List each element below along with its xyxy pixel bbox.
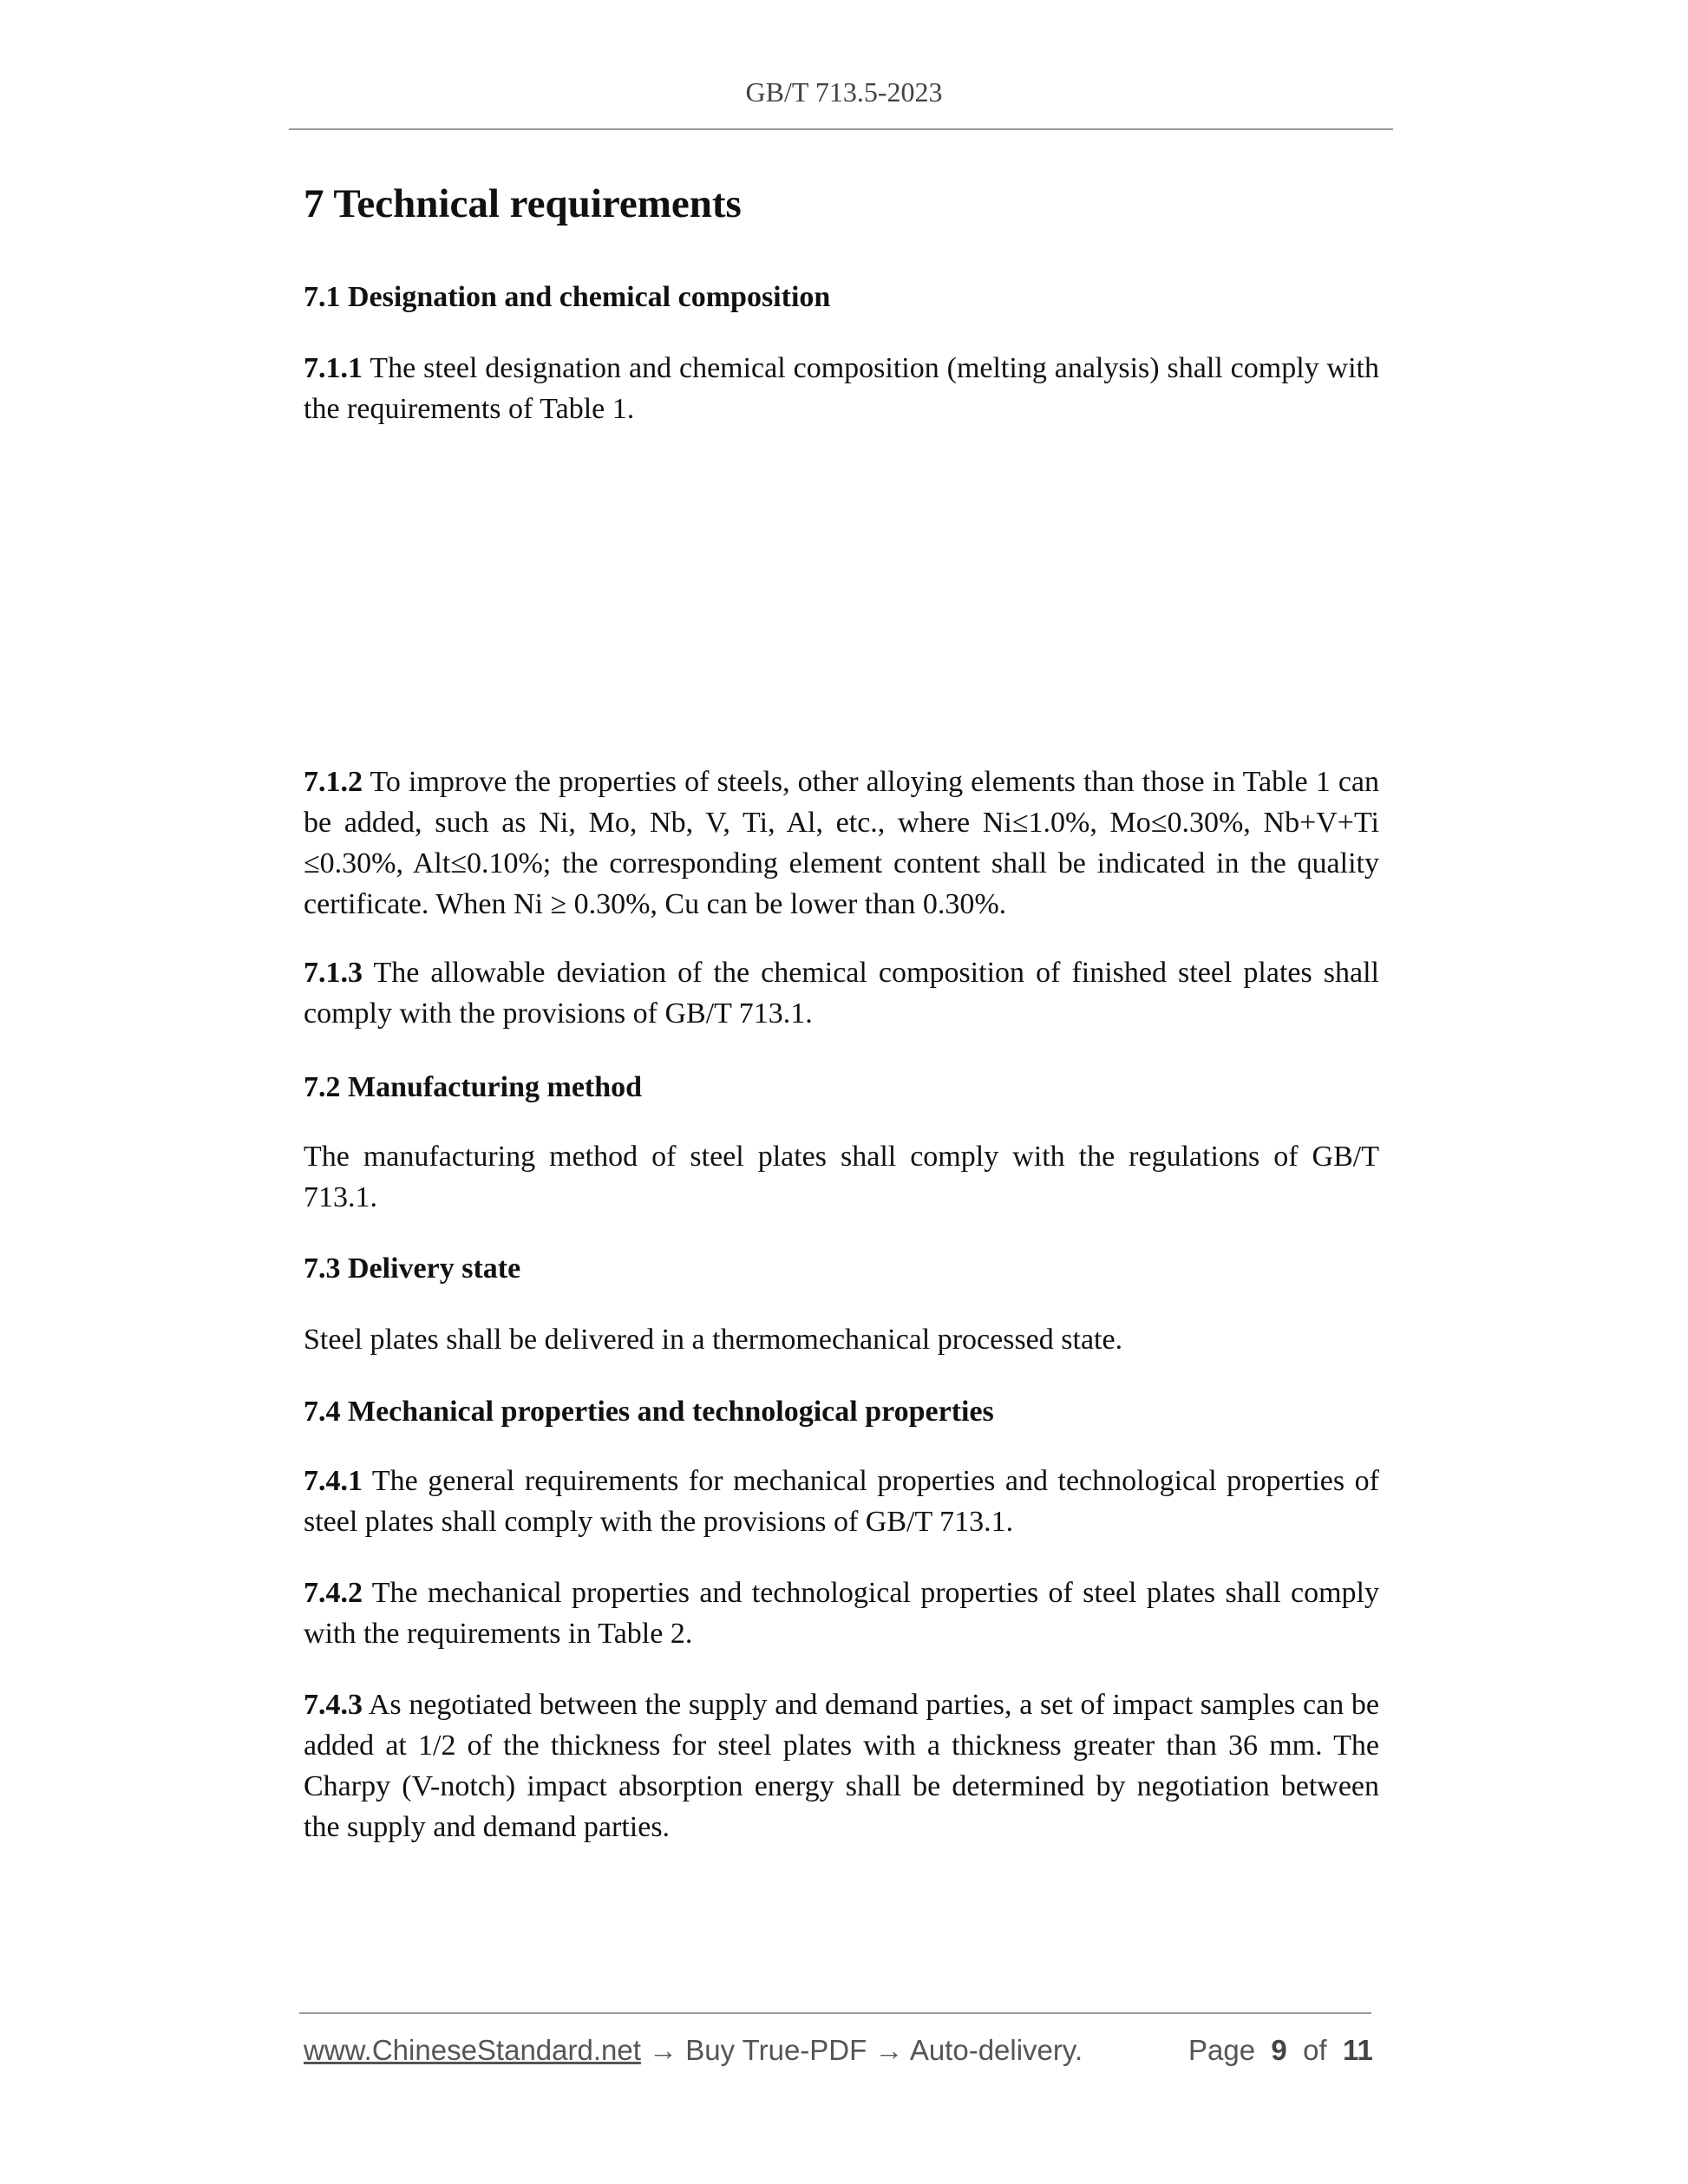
clause-number: 7.4.1 [304, 1465, 363, 1497]
paragraph-7-2: The manufacturing method of steel plates shall comply with the regulations of GB/T 713.1. [304, 1141, 1379, 1213]
clause-text: As negotiated between the supply and demand parties, a set of impact samples can be added at 1/2 of the thickness for steel plates with a thickness greater than 36 mm. The Charpy (V-notch) impact absorption energy shall be determined by negotiation between the supply and demand parties. [304, 1689, 1379, 1843]
page-indicator [1188, 2031, 1373, 2070]
page-number: 9 [1271, 2034, 1287, 2066]
clause-text: The steel designation and chemical composition (melting analysis) shall comply with the requirements of Table 1. [304, 352, 1379, 425]
clause-text: The general requirements for mechanical properties and technological properties of steel plates shall comply with the provisions of GB/T 713.1. [304, 1465, 1379, 1538]
clause-number: 7.1.2 [304, 766, 363, 798]
website-link[interactable]: www.ChineseStandard.net [304, 2034, 641, 2066]
of-label: of [1303, 2034, 1327, 2066]
clause-number: 7.4.2 [304, 1577, 363, 1609]
subsection-heading-7-2: 7.2 Manufacturing method [304, 1071, 643, 1103]
footer-divider [299, 2012, 1371, 2014]
subsection-heading-7-3: 7.3 Delivery state [304, 1252, 521, 1285]
footer-promo [304, 2031, 1083, 2070]
paragraph-7-4-3 [304, 1684, 1379, 1847]
page-label: Page [1188, 2034, 1256, 2066]
clause-text: The mechanical properties and technological properties of steel plates shall comply with the requirements in Table 2. [304, 1577, 1379, 1650]
paragraph-7-1-2 [304, 762, 1379, 925]
section-heading-7: 7 Technical requirements [304, 181, 742, 226]
paragraph-7-3: Steel plates shall be delivered in a thermomechanical processed state. [304, 1324, 1123, 1356]
page-total: 11 [1343, 2034, 1373, 2066]
running-header: GB/T 713.5-2023 [745, 76, 943, 108]
promo-text: → Buy True-PDF → Auto-delivery. [640, 2034, 1083, 2066]
clause-number: 7.1.1 [304, 352, 363, 384]
paragraph-7-4-2 [304, 1573, 1379, 1654]
clause-number: 7.1.3 [304, 957, 363, 989]
paragraph-7-1-3 [304, 952, 1379, 1034]
paragraph-7-4-1 [304, 1461, 1379, 1542]
paragraph-7-1-1 [304, 348, 1379, 429]
clause-text: To improve the properties of steels, other alloying elements than those in Table 1 can be added, such as Ni, Mo, Nb, V, Ti, Al, etc., where Ni≤1.0%, Mo≤0.30%, Nb+V+Ti ≤0.30%, Alt≤0.10%; the corresponding element content shall be indicated in the quality certificate. When Ni ≥ 0.30%, Cu can be lower than 0.30%. [304, 766, 1379, 920]
subsection-heading-7-1: 7.1 Designation and chemical composition [304, 281, 831, 313]
subsection-heading-7-4: 7.4 Mechanical properties and technological properties [304, 1396, 994, 1428]
clause-number: 7.4.3 [304, 1689, 363, 1721]
header-divider [289, 128, 1393, 130]
clause-text: The allowable deviation of the chemical composition of finished steel plates shall comply with the provisions of GB/T 713.1. [304, 957, 1379, 1030]
